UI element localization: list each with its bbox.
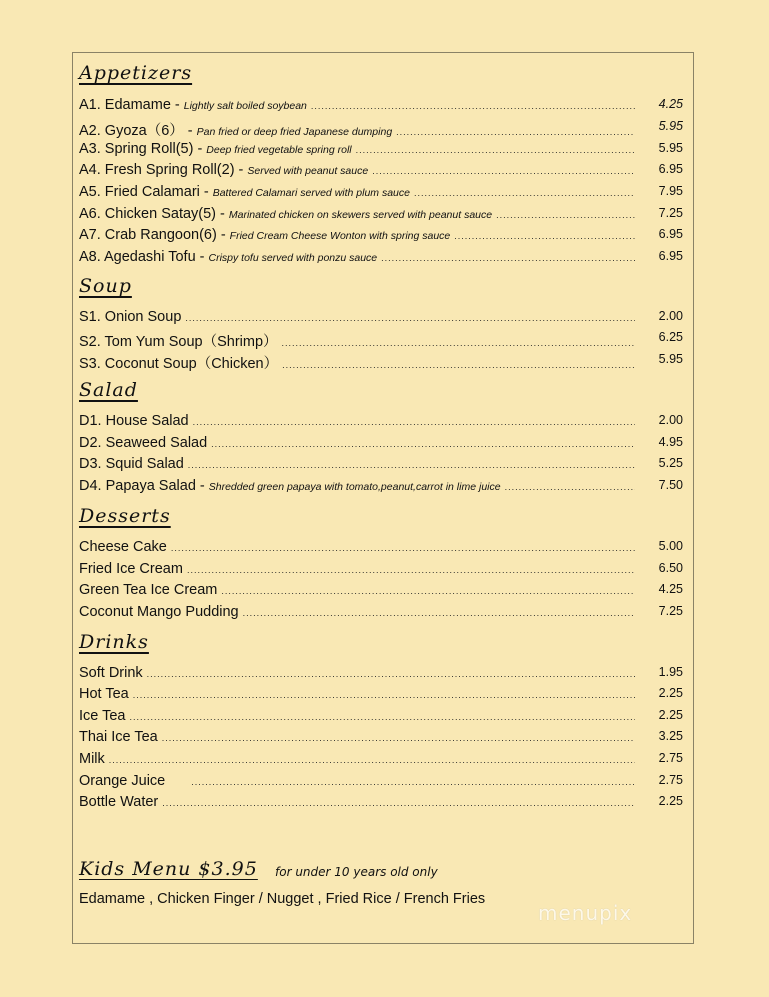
watermark-logo: menupix xyxy=(538,901,633,925)
item-separator: - xyxy=(199,478,205,494)
dot-leader xyxy=(147,669,635,679)
item-description: Pan fried or deep fried Japanese dumping xyxy=(196,126,393,138)
dot-leader xyxy=(191,777,635,787)
item-description: Lightly salt boiled soybean xyxy=(183,100,307,112)
dot-leader xyxy=(496,210,635,220)
menu-item xyxy=(79,604,683,624)
item-separator: - xyxy=(220,227,226,243)
dot-leader xyxy=(133,690,635,700)
item-price: 2.00 xyxy=(658,413,683,427)
dot-leader xyxy=(311,101,635,111)
menu-item xyxy=(79,665,683,685)
item-price: 4.95 xyxy=(658,435,683,449)
item-separator: - xyxy=(199,249,205,265)
dot-leader xyxy=(211,439,635,449)
section-title-soup: Soup xyxy=(79,275,132,297)
item-description: Served with peanut sauce xyxy=(247,165,369,177)
section-title-desserts: Desserts xyxy=(79,505,171,527)
item-name: A5. Fried Calamari xyxy=(79,184,200,200)
item-price: 2.25 xyxy=(658,686,683,700)
menu-item xyxy=(79,751,683,771)
item-price: 5.25 xyxy=(658,456,683,470)
item-name: Fried Ice Cream xyxy=(79,561,183,577)
item-price: 6.25 xyxy=(658,330,683,344)
item-name: A6. Chicken Satay(5) xyxy=(79,206,217,222)
item-price: 5.95 xyxy=(658,352,683,366)
item-name: Orange Juice xyxy=(79,773,166,789)
item-description: Fried Cream Cheese Wonton with spring sauce xyxy=(229,230,451,242)
item-name: A1. Edamame xyxy=(79,97,171,113)
dot-leader xyxy=(109,755,635,765)
item-separator: - xyxy=(220,206,225,222)
item-price: 6.95 xyxy=(658,249,683,263)
menu-item xyxy=(79,435,683,455)
item-price: 2.25 xyxy=(658,708,683,722)
item-price: 1.95 xyxy=(658,665,683,679)
menu-item xyxy=(79,708,683,728)
menu-item xyxy=(79,456,683,476)
section-title-salad: Salad xyxy=(79,379,138,401)
item-price: 7.25 xyxy=(658,206,683,220)
dot-leader xyxy=(396,127,635,137)
item-name: Green Tea Ice Cream xyxy=(79,582,218,598)
item-name: D2. Seaweed Salad xyxy=(79,435,208,451)
kids-menu-title: Kids Menu $3.95 xyxy=(79,858,258,880)
item-price: 4.25 xyxy=(658,97,683,111)
dot-leader xyxy=(372,166,635,176)
menu-item xyxy=(79,686,683,706)
menu-item xyxy=(79,352,683,372)
dot-leader xyxy=(282,360,635,370)
item-description: Shredded green papaya with tomato,peanut,carrot in lime juice xyxy=(208,481,501,493)
item-name: D4. Papaya Salad xyxy=(79,478,196,494)
dot-leader xyxy=(282,338,635,348)
item-price: 5.95 xyxy=(658,119,683,133)
item-price: 6.95 xyxy=(658,162,683,176)
item-price: 6.50 xyxy=(658,561,683,575)
menu-item xyxy=(79,119,683,139)
menu-item xyxy=(79,539,683,559)
kids-menu-items: Edamame , Chicken Finger / Nugget , Fried Rice / French Fries xyxy=(79,891,486,907)
item-name: S3. Coconut Soup（Chicken） xyxy=(79,356,279,372)
item-price: 4.25 xyxy=(658,582,683,596)
item-separator: - xyxy=(197,141,203,157)
dot-leader xyxy=(221,586,635,596)
section-title-appetizers: Appetizers xyxy=(79,62,193,84)
item-price: 3.25 xyxy=(658,729,683,743)
dot-leader xyxy=(505,482,635,492)
item-price: 7.25 xyxy=(658,604,683,618)
item-price: 6.95 xyxy=(658,227,683,241)
item-description: Crispy tofu served with ponzu sauce xyxy=(208,252,378,264)
menu-item xyxy=(79,309,683,329)
item-name: S2. Tom Yum Soup（Shrimp） xyxy=(79,334,278,350)
item-separator: - xyxy=(187,123,193,139)
dot-leader xyxy=(188,460,635,470)
item-price: 2.75 xyxy=(658,751,683,765)
dot-leader xyxy=(356,145,635,155)
menu-item xyxy=(79,794,683,814)
item-name: Cheese Cake xyxy=(79,539,167,555)
menu-item xyxy=(79,162,683,182)
item-description: Deep fried vegetable spring roll xyxy=(206,144,352,156)
item-price: 5.95 xyxy=(658,141,683,155)
dot-leader xyxy=(162,733,635,743)
dot-leader xyxy=(171,543,635,553)
item-name: D3. Squid Salad xyxy=(79,456,184,472)
dot-leader xyxy=(185,313,635,323)
item-name: A2. Gyoza（6） xyxy=(79,123,184,139)
menu-item xyxy=(79,227,683,247)
item-name: Bottle Water xyxy=(79,794,159,810)
menu-item xyxy=(79,141,683,161)
item-name: Hot Tea xyxy=(79,686,129,702)
menu-item xyxy=(79,561,683,581)
menu-item xyxy=(79,582,683,602)
item-separator: - xyxy=(238,162,244,178)
item-price: 5.00 xyxy=(658,539,683,553)
item-name: D1. House Salad xyxy=(79,413,189,429)
kids-menu-note: for under 10 years old only xyxy=(275,865,438,879)
item-name: Thai Ice Tea xyxy=(79,729,158,745)
dot-leader xyxy=(454,231,635,241)
dot-leader xyxy=(243,608,635,618)
item-separator: - xyxy=(174,97,180,113)
dot-leader xyxy=(162,798,635,808)
item-price: 2.25 xyxy=(658,794,683,808)
item-separator: - xyxy=(203,184,209,200)
menu-item xyxy=(79,184,683,204)
dot-leader xyxy=(193,417,635,427)
menu-item xyxy=(79,330,683,350)
menu-item xyxy=(79,729,683,749)
menu-item xyxy=(79,478,683,498)
item-name: A8. Agedashi Tofu xyxy=(79,249,196,265)
item-name: Ice Tea xyxy=(79,708,126,724)
dot-leader xyxy=(414,188,635,198)
dot-leader xyxy=(130,712,636,722)
item-price: 2.00 xyxy=(658,309,683,323)
menu-item xyxy=(79,249,683,269)
item-name: Coconut Mango Pudding xyxy=(79,604,239,620)
dot-leader xyxy=(381,253,635,263)
item-name: A7. Crab Rangoon(6) xyxy=(79,227,217,243)
item-name: Soft Drink xyxy=(79,665,143,681)
item-description: Battered Calamari served with plum sauce xyxy=(212,187,410,199)
menu-item xyxy=(79,413,683,433)
item-price: 2.75 xyxy=(658,773,683,787)
item-price: 7.95 xyxy=(658,184,683,198)
menu-item xyxy=(79,97,683,117)
item-name: Milk xyxy=(79,751,105,767)
item-name: S1. Onion Soup xyxy=(79,309,182,325)
section-title-drinks: Drinks xyxy=(79,631,149,653)
item-name: A4. Fresh Spring Roll(2) xyxy=(79,162,235,178)
dot-leader xyxy=(187,565,635,575)
menu-item xyxy=(79,773,683,793)
menu-item xyxy=(79,206,683,226)
item-description: Marinated chicken on skewers served with peanut sauce xyxy=(228,209,493,221)
item-price: 7.50 xyxy=(658,478,683,492)
item-name: A3. Spring Roll(5) xyxy=(79,141,194,157)
